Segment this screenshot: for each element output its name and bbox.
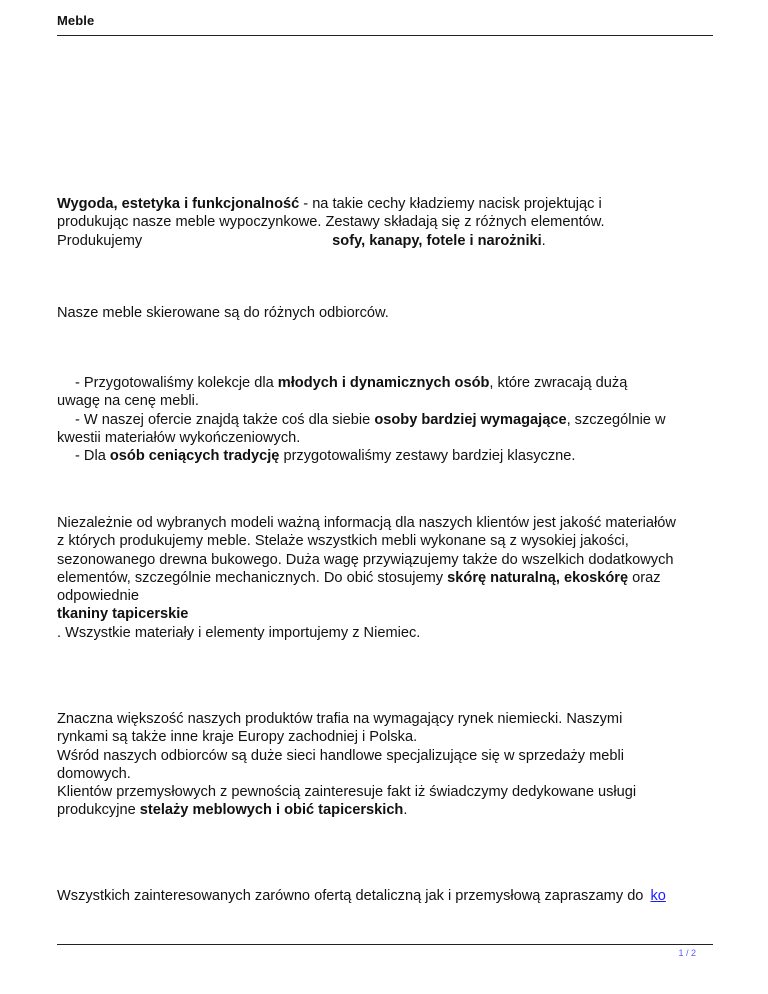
- intro-bold-phrase: Wygoda, estetyka i funkcjonalność: [57, 196, 300, 212]
- materials-fabrics-bold: tkaniny tapicerskie: [57, 606, 189, 623]
- list-item-1: [57, 374, 722, 392]
- market-line-6-end: .: [403, 802, 408, 819]
- list-item-1-bold: młodych i dynamicznych osób: [277, 375, 490, 391]
- market-paragraph: [57, 710, 717, 820]
- market-line-3: Wśród naszych odbiorców są duże sieci handlowe specjalizujące się w sprzedaży mebli: [57, 747, 624, 764]
- invitation-text: Wszystkich zainteresowanych zarówno ofertą detaliczną jak i przemysłową zapraszamy do: [57, 888, 648, 904]
- intro-products-bold: sofy, kanapy, fotele i narożniki: [332, 232, 542, 249]
- page-number: 1 / 2: [678, 948, 696, 958]
- list-item-1-text-end: , które zwracają dużą: [489, 375, 628, 391]
- materials-line-4-end: oraz: [628, 569, 661, 586]
- list-item-3: [57, 447, 722, 465]
- footer-divider: [57, 944, 713, 945]
- market-line-6: [57, 801, 717, 819]
- list-item-3-bold: osób ceniących tradycję: [109, 448, 280, 465]
- list-item-2-text: - W naszej ofercie znajdą także coś dla siebie: [75, 411, 375, 428]
- list-item-2-cont: kwestii materiałów wykończeniowych.: [57, 429, 301, 446]
- market-services-bold: stelaży meblowych i obić tapicerskich: [139, 802, 404, 819]
- header-divider: [57, 35, 713, 36]
- intro-line-2: produkując nasze meble wypoczynkowe. Zestawy składają się z różnych elementów.: [57, 214, 605, 231]
- market-line-6-text: produkcyjne: [57, 802, 140, 819]
- materials-line-4: [57, 569, 717, 587]
- materials-line-5: odpowiednie: [57, 588, 139, 605]
- list-item-1-cont: uwagę na cenę mebli.: [57, 393, 199, 410]
- contact-link[interactable]: ko: [650, 888, 666, 904]
- intro-text-1: - na takie cechy kładziemy nacisk projektując i: [299, 196, 602, 212]
- intro-line-3: [57, 232, 717, 250]
- audience-paragraph: Nasze meble skierowane są do różnych odbiorców.: [57, 305, 389, 321]
- intro-paragraph: [57, 195, 717, 250]
- invitation-paragraph: [57, 887, 717, 905]
- document-header-title: Meble: [57, 13, 95, 28]
- invitation-line: [57, 887, 717, 905]
- list-item-2-text-end: , szczególnie w: [566, 411, 666, 428]
- market-line-5: Klientów przemysłowych z pewnością zainteresuje fakt iż świadczymy dedykowane usługi: [57, 784, 637, 801]
- materials-line-2: z których produkujemy meble. Stelaże wszystkich mebli wykonane są z wysokiej jakości,: [57, 533, 629, 550]
- materials-line-7: . Wszystkie materiały i elementy importujemy z Niemiec.: [57, 624, 421, 641]
- intro-text-3: Produkujemy: [57, 232, 143, 249]
- list-item-2: [57, 411, 722, 429]
- materials-line-4-text: elementów, szczególnie mechanicznych. Do obić stosujemy: [57, 569, 448, 586]
- market-line-2: rynkami są także inne kraje Europy zachodniej i Polska.: [57, 729, 418, 746]
- intro-text-4: .: [541, 232, 546, 249]
- list-item-1-text: - Przygotowaliśmy kolekcje dla: [75, 375, 278, 391]
- audience-list: [57, 374, 722, 465]
- market-line-4: domowych.: [57, 765, 131, 782]
- materials-leather-bold: skórę naturalną, ekoskórę: [447, 569, 629, 586]
- list-item-3-text-end: przygotowaliśmy zestawy bardziej klasyczne.: [279, 448, 576, 465]
- materials-paragraph: [57, 514, 717, 642]
- list-item-3-text: - Dla: [75, 448, 110, 465]
- market-line-1: Znaczna większość naszych produktów trafia na wymagający rynek niemiecki. Naszymi: [57, 711, 623, 727]
- list-item-2-bold: osoby bardziej wymagające: [374, 411, 567, 428]
- materials-line-3: sezonowanego drewna bukowego. Duża wagę przywiązujemy także do wszelkich dodatkowych: [57, 551, 674, 568]
- intro-line-1: [57, 195, 717, 213]
- materials-line-1: Niezależnie od wybranych modeli ważną informacją dla naszych klientów jest jakość materiałów: [57, 515, 676, 531]
